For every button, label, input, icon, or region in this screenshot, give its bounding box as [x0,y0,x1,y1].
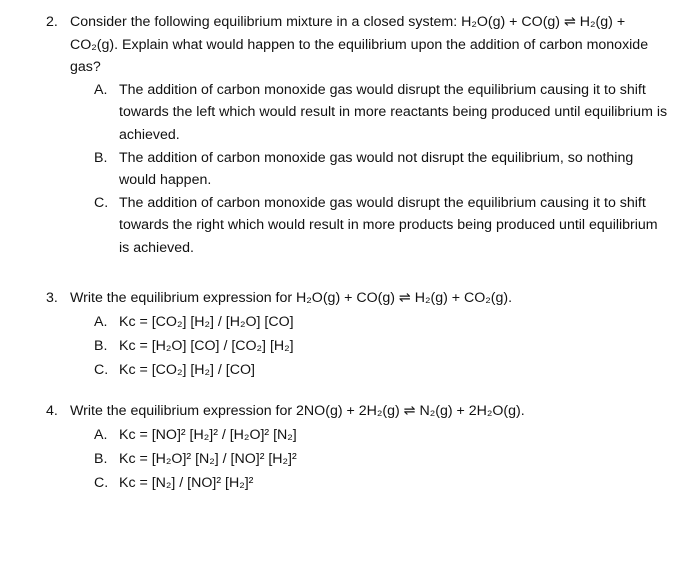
question-3 [0,287,700,382]
option-letter: B. [94,149,108,166]
option-b [0,334,700,358]
option-text: The addition of carbon monoxide gas would disrupt the equilibrium causing it to shift towards the right which would result in more products being produced until equilibrium is achieved. [119,194,658,256]
option-letter: B. [94,337,108,354]
question-number: 2. [46,14,58,30]
option-text: The addition of carbon monoxide gas would disrupt the equilibrium causing it to shift towards the left which would result in more reactants being produced until equilibrium is achieved. [119,81,668,143]
option-text: Kc = [H₂O] [CO] / [CO₂] [H₂] [119,337,294,354]
question-number: 3. [46,290,58,306]
option-letter: C. [94,194,109,211]
question-text: Write the equilibrium expression for H₂O(g) + CO(g) ⇌ H₂(g) + CO₂(g). [70,290,513,306]
option-text: Kc = [H₂O]² [N₂] / [NO]² [H₂]² [119,450,297,467]
option-letter: A. [94,313,108,330]
answer-options [0,79,700,260]
answer-options [0,310,700,382]
option-text: The addition of carbon monoxide gas would not disrupt the equilibrium, so nothing would happen. [119,149,634,189]
question-number: 4. [46,403,58,419]
option-c [0,192,700,260]
option-letter: C. [94,474,109,491]
option-b [0,147,700,192]
question-text: Write the equilibrium expression for 2NO(g) + 2H₂(g) ⇌ N₂(g) + 2H₂O(g). [70,403,525,419]
question-stem [0,11,700,79]
option-c [0,358,700,382]
option-c [0,471,700,495]
option-text: Kc = [CO₂] [H₂] / [CO] [119,361,255,378]
option-text: Kc = [CO₂] [H₂] / [H₂O] [CO] [119,313,294,330]
option-a [0,310,700,334]
option-letter: C. [94,361,109,378]
option-text: Kc = [NO]² [H₂]² / [H₂O]² [N₂] [119,426,297,443]
question-stem [0,287,700,310]
option-letter: A. [94,81,108,98]
question-stem [0,400,700,423]
option-letter: A. [94,426,108,443]
question-2 [0,11,700,260]
question-text: Consider the following equilibrium mixture in a closed system: H₂O(g) + CO(g) ⇌ H₂(g) + CO₂(g). Explain what would happen to the equilibrium upon the addition of carbon monoxide gas? [70,14,649,76]
option-b [0,447,700,471]
answer-options [0,423,700,495]
option-text: Kc = [N₂] / [NO]² [H₂]² [119,474,254,491]
option-a [0,79,700,147]
question-4 [0,400,700,495]
option-letter: B. [94,450,108,467]
option-a [0,423,700,447]
